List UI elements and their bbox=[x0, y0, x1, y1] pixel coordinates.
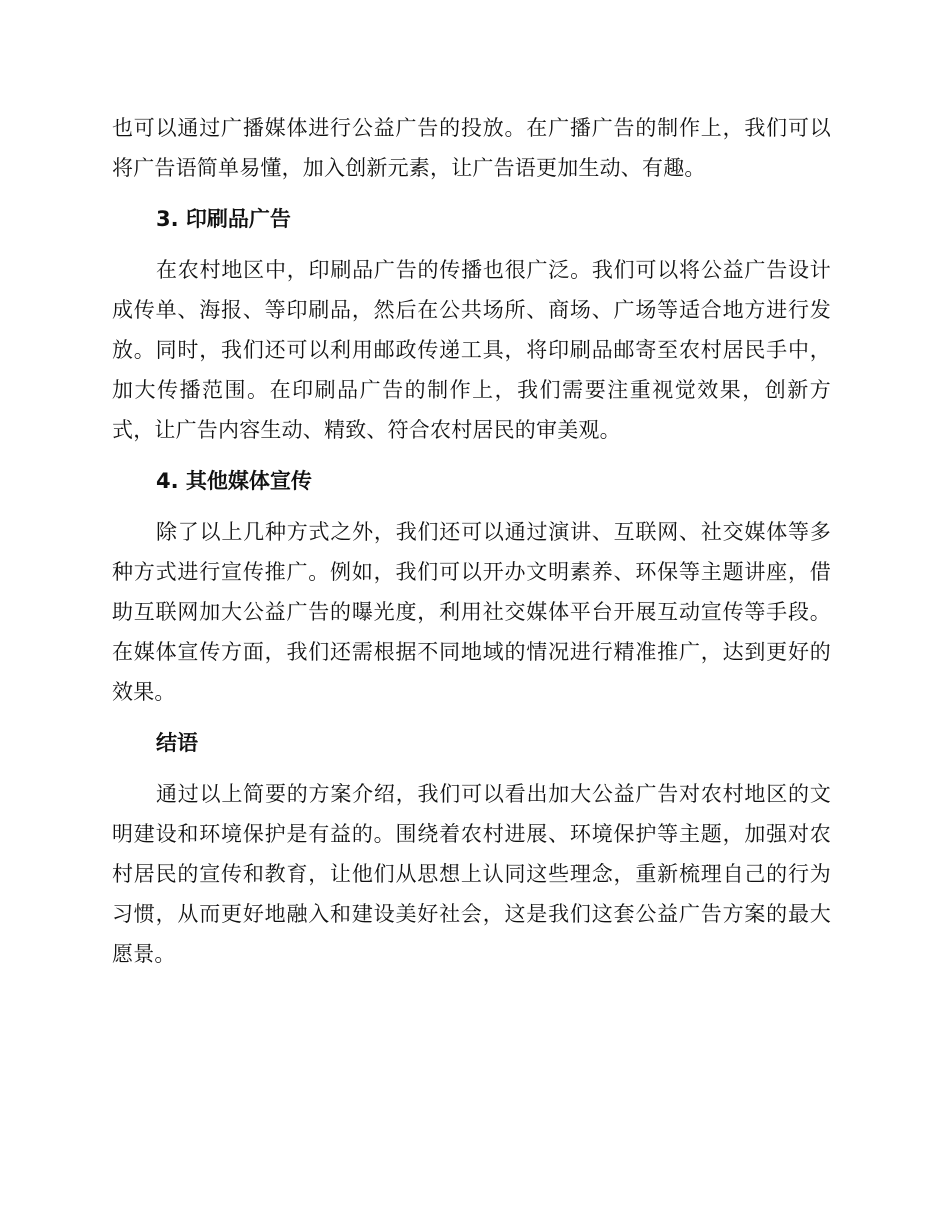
paragraph-other-media: 除了以上几种方式之外，我们还可以通过演讲、互联网、社交媒体等多种方式进行宣传推广。例如，我们可以开办文明素养、环保等主题讲座，借助互联网加大公益广告的曝光度，利用社交媒体平台开展互动宣传等手段。在媒体宣传方面，我们还需根据不同地域的情况进行精准推广，达到更好的效果。 bbox=[112, 520, 831, 704]
paragraph-conclusion: 通过以上简要的方案介绍，我们可以看出加大公益广告对农村地区的文明建设和环境保护是有益的。围绕着农村进展、环境保护等主题，加强对农村居民的宣传和教育，让他们从思想上认同这些理念，重新梳理自己的行为习惯，从而更好地融入和建设美好社会，这是我们这套公益广告方案的最大愿景。 bbox=[112, 782, 831, 966]
continuation-paragraph: 也可以通过广播媒体进行公益广告的投放。在广播广告的制作上，我们可以将广告语简单易懂，加入创新元素，让广告语更加生动、有趣。 bbox=[112, 116, 831, 180]
section-heading-print-ads: 3. 印刷品广告 bbox=[156, 207, 291, 231]
section-heading-other-media: 4. 其他媒体宣传 bbox=[156, 469, 312, 493]
paragraph-print-ads: 在农村地区中，印刷品广告的传播也很广泛。我们可以将公益广告设计成传单、海报、等印刷品，然后在公共场所、商场、广场等适合地方进行发放。同时，我们还可以利用邮政传递工具，将印刷品邮寄至农村居民手中，加大传播范围。在印刷品广告的制作上，我们需要注重视觉效果，创新方式，让广告内容生动、精致、符合农村居民的审美观。 bbox=[112, 258, 831, 442]
document-page bbox=[112, 108, 831, 974]
section-heading-conclusion: 结语 bbox=[156, 731, 198, 755]
